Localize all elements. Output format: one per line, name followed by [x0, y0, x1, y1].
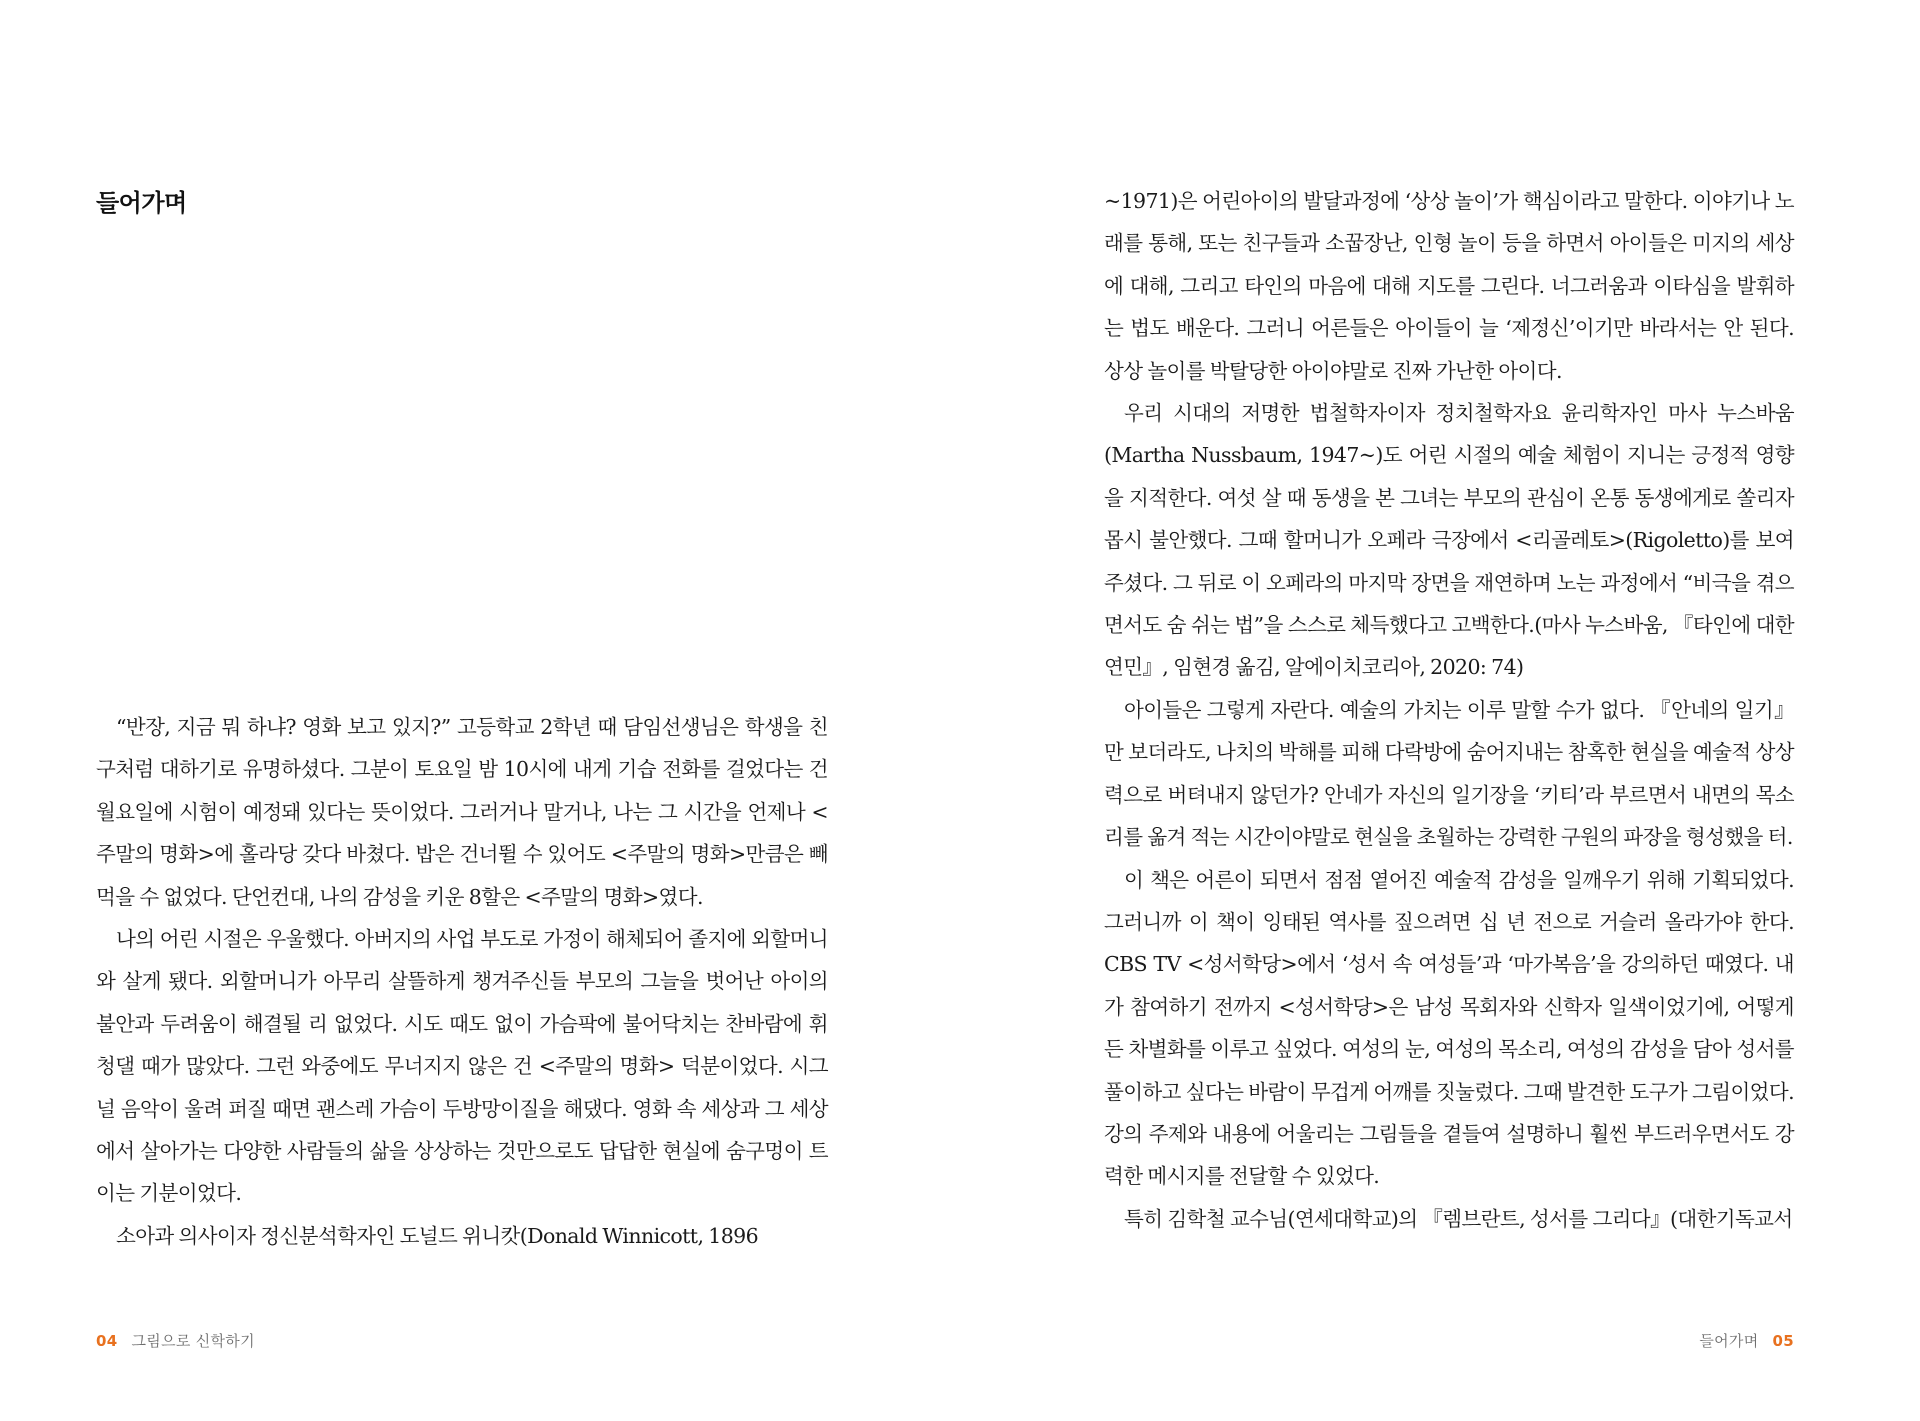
- paragraph: 우리 시대의 저명한 법철학자이자 정치철학자요 윤리학자인 마사 누스바움(Martha Nussbaum, 1947~)도 어린 시절의 예술 체험이 지니는 긍정적 영향을 지적한다. 여섯 살 때 동생을 본 그녀는 부모의 관심이 온통 동생에게로 쏠리자 몹시 불안했다. 그때 할머니가 오페라 극장에서 <리골레토>(Rigoletto)를 보여 주셨다. 그 뒤로 이 오페라의 마지막 장면을 재연하며 노는 과정에서 “비극을 겪으면서도 숨 쉬는 법”을 스스로 체득했다고 고백한다.(마사 누스바움, 『타인에 대한 연민』, 임현경 옮김, 알에이치코리아, 2020: 74): [1104, 401, 1794, 680]
- right-footer: [1699, 1330, 1794, 1351]
- paragraph: 나의 어린 시절은 우울했다. 아버지의 사업 부도로 가정이 해체되어 졸지에 외할머니와 살게 됐다. 외할머니가 아무리 살뜰하게 챙겨주신들 부모의 그늘을 벗어난 아이의 불안과 두려움이 해결될 리 없었다. 시도 때도 없이 가슴팍에 불어닥치는 찬바람에 휘청댈 때가 많았다. 그런 와중에도 무너지지 않은 건 <주말의 명화> 덕분이었다. 시그널 음악이 울려 퍼질 때면 괜스레 가슴이 두방망이질을 해댔다. 영화 속 세상과 그 세상에서 살아가는 다양한 사람들의 삶을 상상하는 것만으로도 답답한 현실에 숨구멍이 트이는 기분이었다.: [96, 927, 828, 1206]
- paragraph: 아이들은 그렇게 자란다. 예술의 가치는 이루 말할 수가 없다. 『안네의 일기』만 보더라도, 나치의 박해를 피해 다락방에 숨어지내는 참혹한 현실을 예술적 상상력으로 버텨내지 않던가? 안네가 자신의 일기장을 ‘키티’라 부르면서 내면의 목소리를 옮겨 적는 시간이야말로 현실을 초월하는 강력한 구원의 파장을 형성했을 터.: [1104, 697, 1794, 850]
- running-book-title: 그림으로 신학하기: [131, 1332, 255, 1350]
- paragraph: 특히 김학철 교수님(연세대학교)의 『렘브란트, 성서를 그리다』(대한기독교서: [1124, 1206, 1793, 1231]
- chapter-title: 들어가며: [96, 189, 187, 217]
- paragraph: 소아과 의사이자 정신분석학자인 도널드 위니캇(Donald Winnicott, 1896: [116, 1223, 759, 1248]
- paragraph: “반장, 지금 뭐 하냐? 영화 보고 있지?” 고등학교 2학년 때 담임선생님은 학생을 친구처럼 대하기로 유명하셨다. 그분이 토요일 밤 10시에 내게 기습 전화를 걸었다는 건 월요일에 시험이 예정돼 있다는 뜻이었다. 그러거나 말거나, 나는 그 시간을 언제나 <주말의 명화>에 홀라당 갖다 바쳤다. 밥은 건너뛸 수 있어도 <주말의 명화>만큼은 빼먹을 수 없었다. 단언컨대, 나의 감성을 키운 8할은 <주말의 명화>였다.: [96, 715, 828, 909]
- paragraph: ~1971)은 어린아이의 발달과정에 ‘상상 놀이’가 핵심이라고 말한다. 이야기나 노래를 통해, 또는 친구들과 소꿉장난, 인형 놀이 등을 하면서 아이들은 미지의 세상에 대해, 그리고 타인의 마음에 대해 지도를 그린다. 너그러움과 이타심을 발휘하는 법도 배운다. 그러니 어른들은 아이들이 늘 ‘제정신’이기만 바라서는 안 된다. 상상 놀이를 박탈당한 아이야말로 진짜 가난한 아이다.: [1104, 189, 1794, 383]
- running-chapter-name: 들어가며: [1699, 1332, 1759, 1350]
- right-page: [960, 0, 1920, 1421]
- right-body-text: [1104, 180, 1794, 1240]
- page-number: 04: [96, 1332, 118, 1350]
- left-body-text: [96, 706, 828, 1257]
- paragraph: 이 책은 어른이 되면서 점점 옅어진 예술적 감성을 일깨우기 위해 기획되었다. 그러니까 이 책이 잉태된 역사를 짚으려면 십 년 전으로 거슬러 올라가야 한다. CBS TV <성서학당>에서 ‘성서 속 여성들’과 ‘마가복음’을 강의하던 때였다. 내가 참여하기 전까지 <성서학당>은 남성 목회자와 신학자 일색이었기에, 어떻게든 차별화를 이루고 싶었다. 여성의 눈, 여성의 목소리, 여성의 감성을 담아 성서를 풀이하고 싶다는 바람이 무겁게 어깨를 짓눌렀다. 그때 발견한 도구가 그림이었다. 강의 주제와 내용에 어울리는 그림들을 곁들여 설명하니 훨씬 부드러우면서도 강력한 메시지를 전달할 수 있었다.: [1104, 867, 1794, 1189]
- page-number: 05: [1772, 1332, 1794, 1350]
- left-footer: [96, 1330, 255, 1351]
